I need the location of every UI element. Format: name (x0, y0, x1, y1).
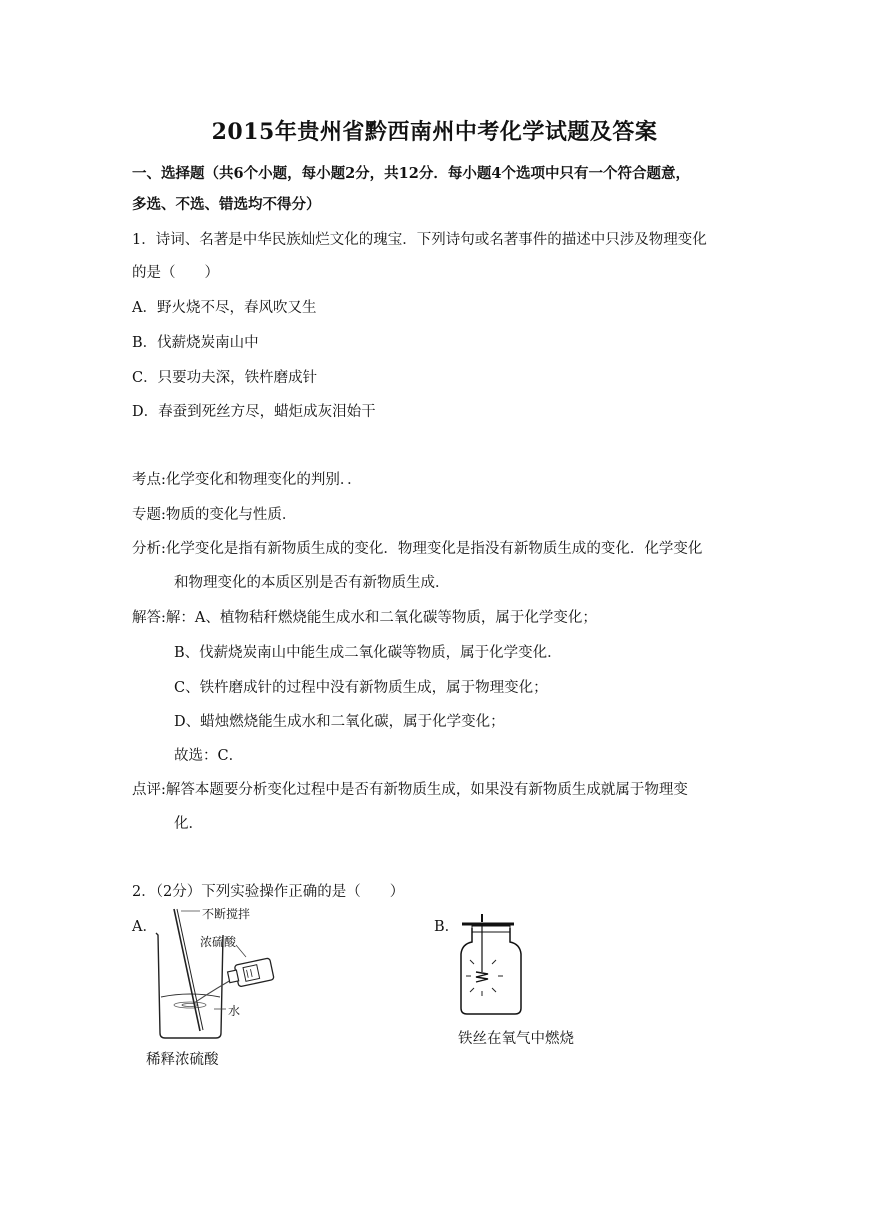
section-heading-line1: 一、选择题（共6个小题，每小题2分，共12分．每小题4个选项中只有一个符合题意， (132, 165, 690, 182)
tag-stir: 不断搅拌 (202, 907, 251, 921)
q1-jieda-line4: D、蜡烛燃烧能生成水和二氧化碳，属于化学变化； (174, 714, 505, 730)
q1-option-a: A．野火烧不尽，春风吹又生 (132, 300, 317, 316)
q1-stem-line2: 的是（ ） (132, 265, 219, 281)
q1-fenxi-line2: 和物理变化的本质区别是否有新物质生成． (174, 575, 450, 591)
page-title: 2015年贵州省黔西南州中考化学试题及答案 (211, 119, 658, 145)
section-heading-line2: 多选、不选、错选均不得分） (132, 196, 321, 213)
q1-jieda-line3: C、铁杵磨成针的过程中没有新物质生成，属于物理变化； (174, 680, 548, 696)
q1-option-d: D．春蚕到死丝方尽，蜡炬成灰泪始干 (132, 404, 376, 420)
q1-jieda-line1: 解答:解：A、植物秸秆燃烧能生成水和二氧化碳等物质，属于化学变化； (132, 610, 597, 626)
q1-jieda-line5: 故选：C． (174, 748, 244, 764)
q1-jieda-line2: B、伐薪烧炭南山中能生成二氧化碳等物质，属于化学变化． (174, 645, 562, 661)
q1-zhuanti: 专题:物质的变化与性质． (132, 507, 297, 523)
q1-fenxi-line1: 分析:化学变化是指有新物质生成的变化．物理变化是指没有新物质生成的变化．化学变化 (132, 541, 703, 557)
q1-dianping-line2: 化． (174, 816, 203, 832)
tag-water: 水 (228, 1004, 241, 1018)
q1-option-c: C．只要功夫深，铁杵磨成针 (132, 370, 318, 386)
q1-dianping-line1: 点评:解答本题要分析变化过程中是否有新物质生成，如果没有新物质生成就属于物理变 (132, 782, 688, 798)
q1-kaodian: 考点:化学变化和物理变化的判别．． (132, 472, 362, 488)
q2-option-b-caption: 铁丝在氧气中燃烧 (458, 1031, 574, 1047)
q2-option-b-label: B． (434, 919, 460, 935)
q1-stem-line1: 1．诗词、名著是中华民族灿烂文化的瑰宝．下列诗句或名著事件的描述中只涉及物理变化 (132, 232, 707, 248)
iron-wire-burning-diagram (452, 912, 532, 1022)
dilute-acid-diagram (148, 905, 288, 1045)
q2-stem: 2．（2分）下列实验操作正确的是（ ） (132, 884, 405, 900)
tag-acid: 浓硫酸 (200, 935, 237, 949)
q2-option-a-label: A． (132, 919, 157, 935)
q1-option-b: B．伐薪烧炭南山中 (132, 335, 259, 351)
q2-option-a-caption: 稀释浓硫酸 (146, 1052, 219, 1068)
